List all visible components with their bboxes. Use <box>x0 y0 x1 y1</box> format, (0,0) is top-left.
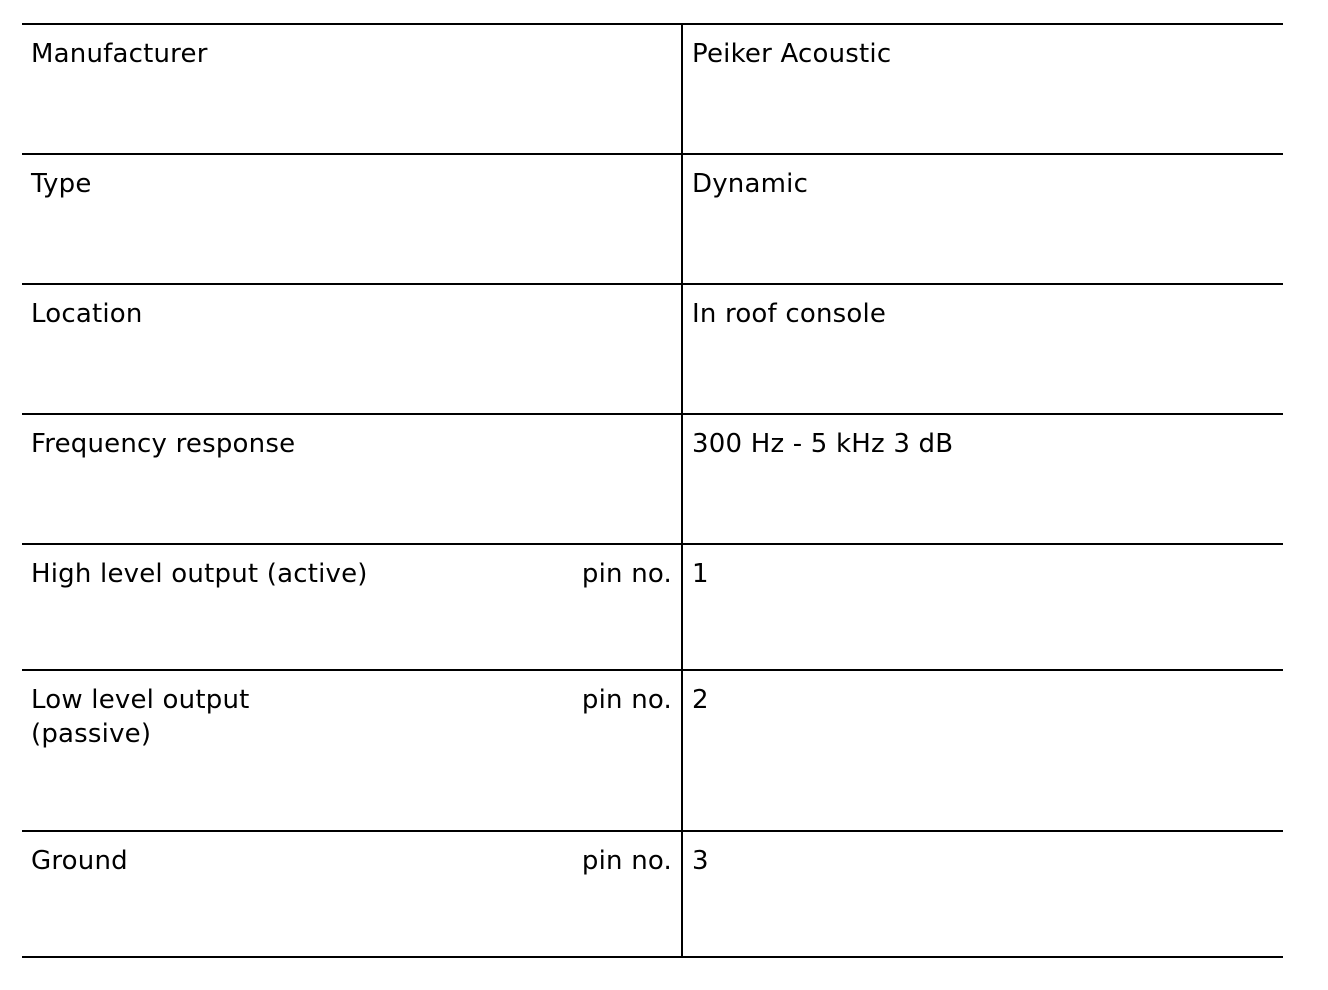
pin-label: pin no. <box>581 846 672 876</box>
pin-label: pin no. <box>581 559 672 589</box>
table-row <box>22 285 1283 415</box>
label-cell <box>22 545 683 669</box>
label-cell <box>22 155 683 283</box>
table-row <box>22 25 1283 155</box>
value-cell <box>683 832 1283 956</box>
row-label: Location <box>31 299 143 329</box>
row-value: 3 <box>692 846 709 876</box>
table-row <box>22 671 1283 832</box>
row-value: 1 <box>692 559 709 589</box>
value-cell <box>683 415 1283 543</box>
value-cell <box>683 155 1283 283</box>
row-value: 300 Hz - 5 kHz 3 dB <box>692 429 954 459</box>
row-label: Manufacturer <box>31 39 208 69</box>
table-row <box>22 832 1283 958</box>
row-value: 2 <box>692 685 709 715</box>
row-label: Ground <box>31 846 128 876</box>
spec-table <box>22 23 1283 958</box>
row-value: Dynamic <box>692 169 809 199</box>
label-cell <box>22 671 683 830</box>
row-value: In roof console <box>692 299 887 329</box>
label-cell <box>22 25 683 153</box>
value-cell <box>683 285 1283 413</box>
value-cell <box>683 671 1283 830</box>
pin-label: pin no. <box>581 685 672 715</box>
row-label: Low level output (passive) <box>31 685 250 749</box>
label-cell <box>22 415 683 543</box>
table-row <box>22 545 1283 671</box>
row-value: Peiker Acoustic <box>692 39 892 69</box>
row-label: High level output (active) <box>31 559 368 589</box>
value-cell <box>683 545 1283 669</box>
table-row <box>22 415 1283 545</box>
row-label: Type <box>31 169 92 199</box>
label-cell <box>22 285 683 413</box>
label-cell <box>22 832 683 956</box>
value-cell <box>683 25 1283 153</box>
table-row <box>22 155 1283 285</box>
row-label: Frequency response <box>31 429 296 459</box>
